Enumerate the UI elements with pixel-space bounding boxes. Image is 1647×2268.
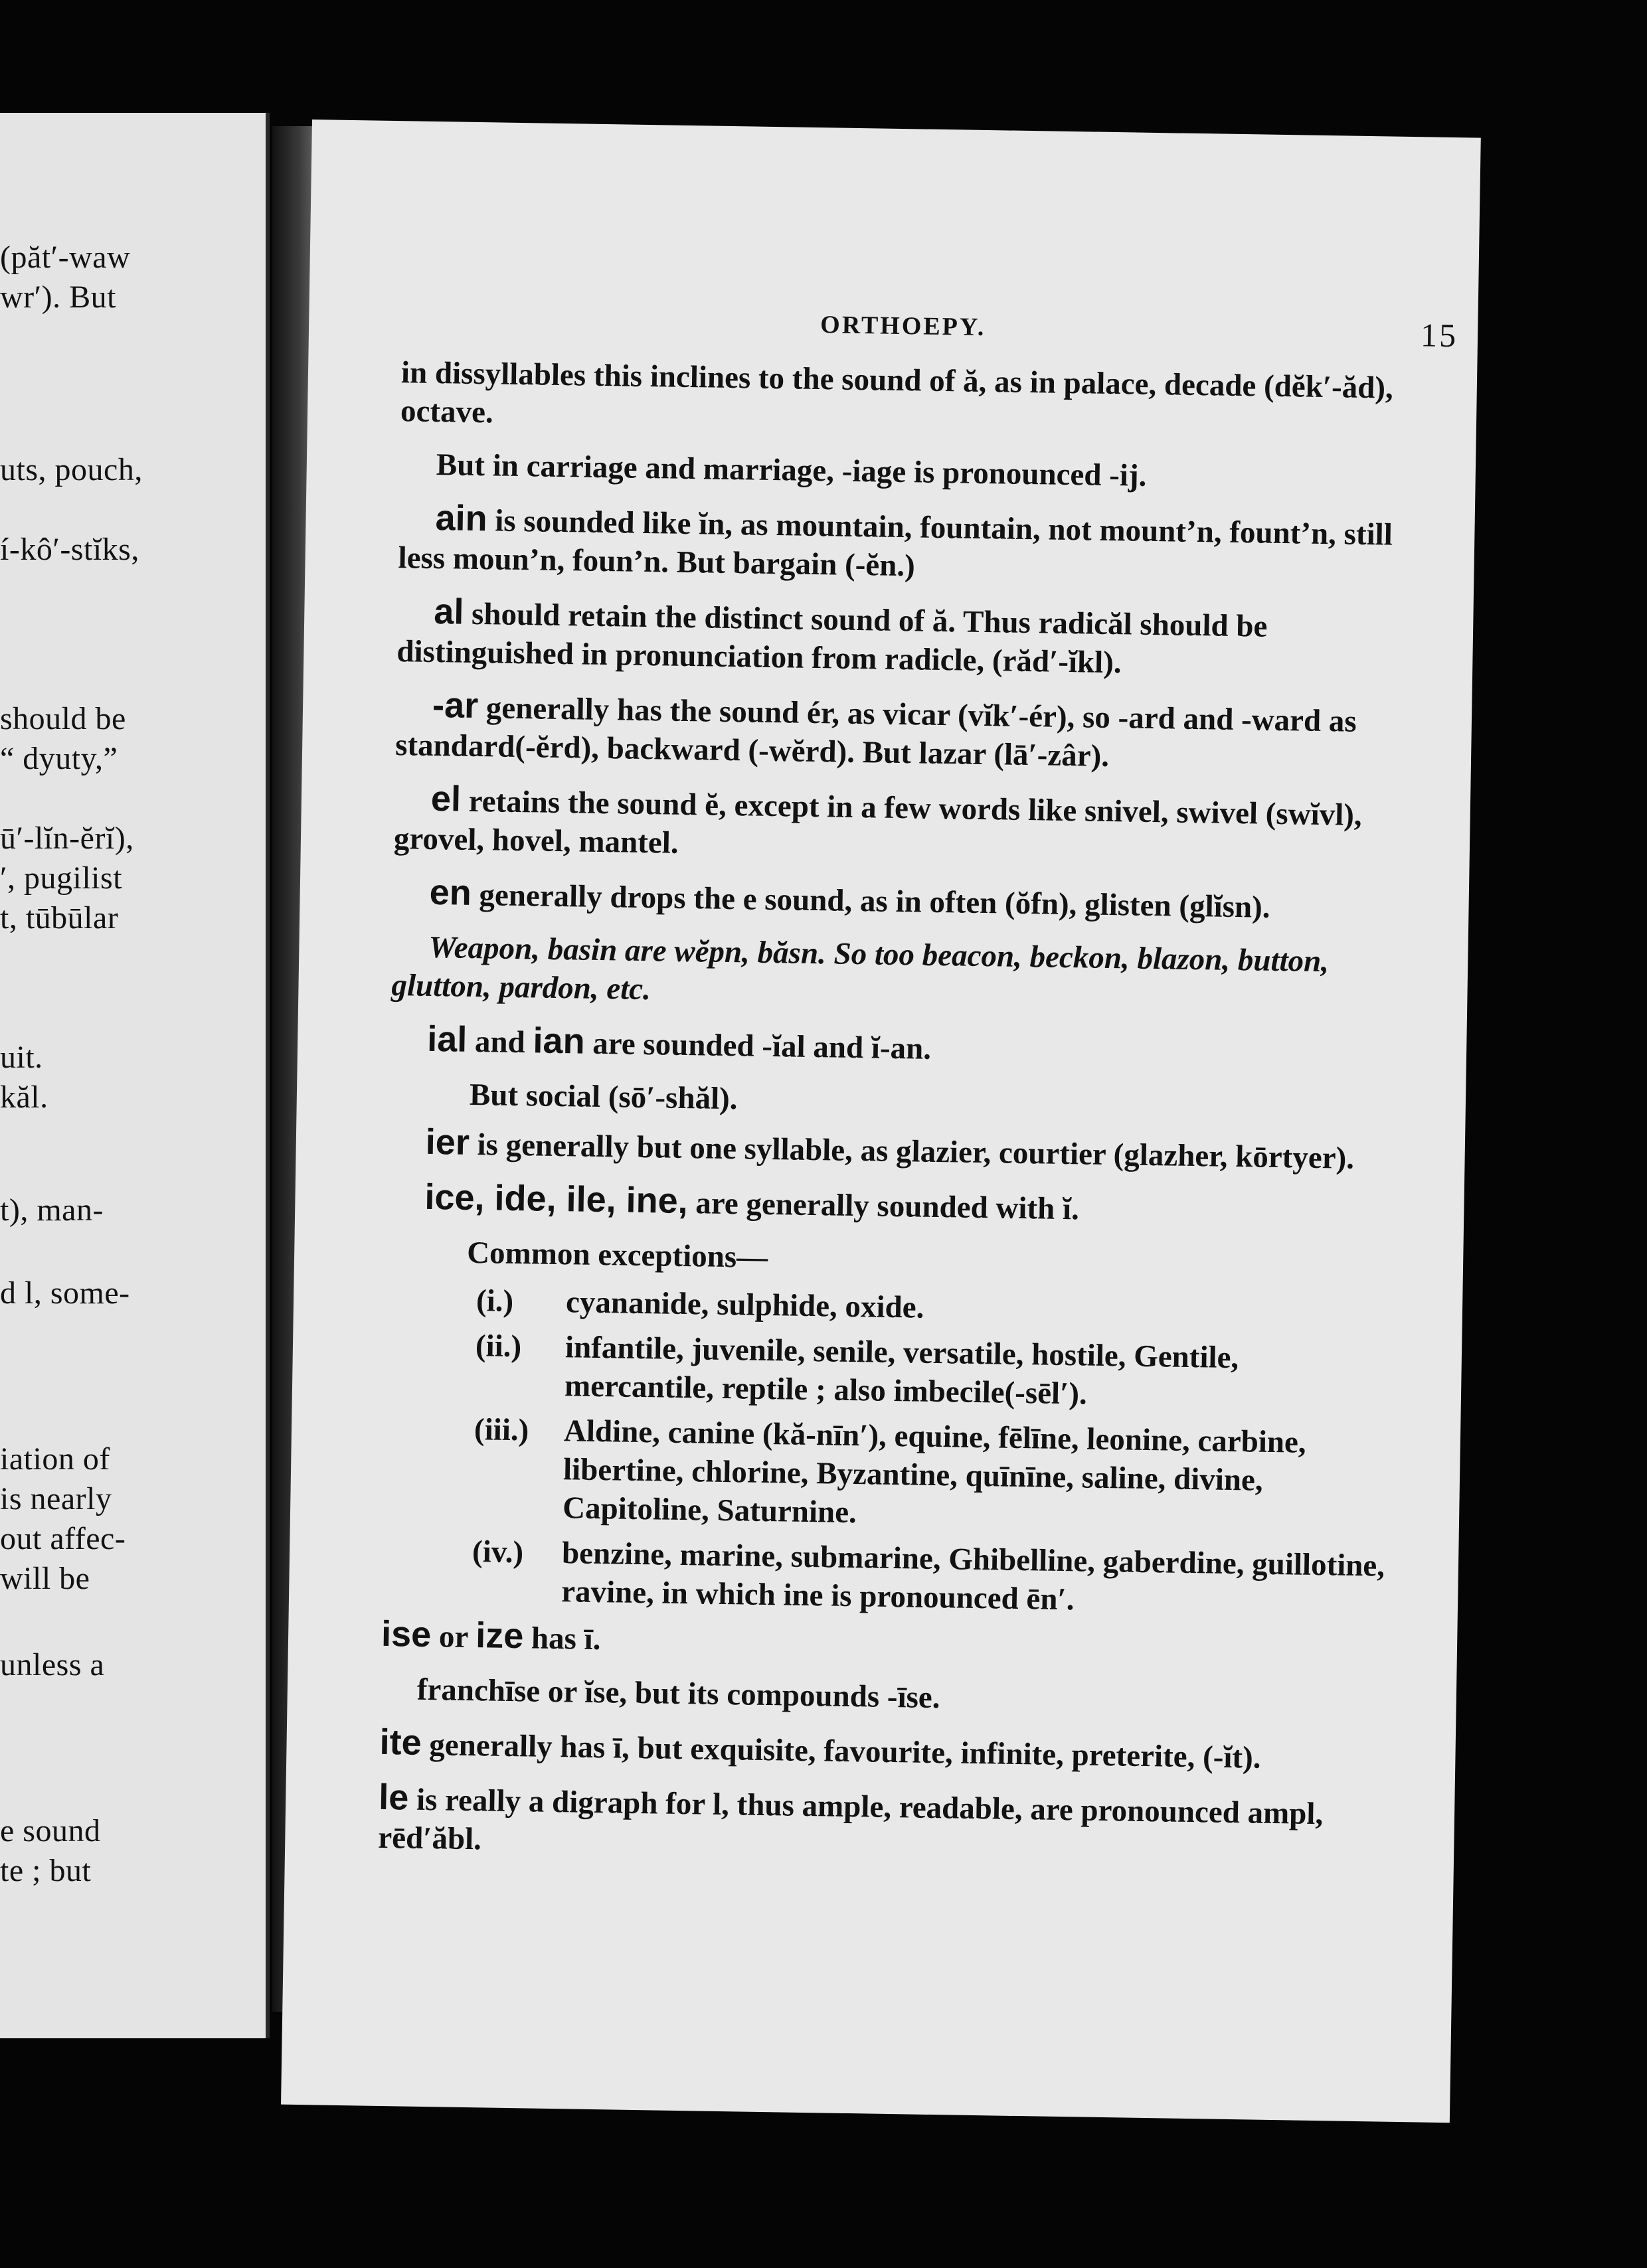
- previous-page-line: wr′). But: [0, 280, 116, 315]
- item-number: (i.): [476, 1283, 514, 1319]
- running-title: ORTHOEPY.: [820, 311, 986, 341]
- previous-page-line: e sound: [0, 1813, 101, 1848]
- item-number: (ii.): [475, 1329, 522, 1364]
- keyword: ice, ide, ile, ine,: [424, 1176, 689, 1222]
- previous-page-line: (păt′-waw: [0, 240, 131, 275]
- exception-item: (iv.) benzine, marine, submarine, Ghibelline, gaberdine, guillotine, ravine, in which ine is pronounced ēn′.: [382, 1531, 1393, 1624]
- paragraph: Weapon, basin are wĕpn, băsn. So too beacon, beckon, blazon, button, glutton, pardon, etc.: [391, 930, 1330, 1007]
- paragraph: ite generally has ī, but exquisite, favourite, infinite, preterite, (-ĭt).: [379, 1722, 1261, 1775]
- previous-page-line: uts, pouch,: [0, 452, 143, 487]
- previous-page-line: “ dyuty,”: [0, 741, 118, 776]
- keyword: ian: [533, 1020, 586, 1062]
- paragraph: ice, ide, ile, ine, are generally sounded with ĭ.: [424, 1176, 1080, 1227]
- keyword: en: [429, 872, 472, 913]
- previous-page-line: should be: [0, 701, 126, 736]
- paragraph: en generally drops the e sound, as in often (ŏfn), glisten (glĭsn).: [429, 872, 1270, 925]
- item-number: (iii.): [474, 1412, 529, 1448]
- paragraph: franchīse or ĭse, but its compounds -īse.: [416, 1672, 940, 1716]
- item-number: (iv.): [472, 1534, 524, 1570]
- keyword: ite: [379, 1722, 422, 1763]
- previous-page: [0, 113, 270, 2038]
- keyword: ier: [425, 1121, 470, 1163]
- paragraph: But in carriage and marriage, -iage is pronounced -ij.: [436, 447, 1147, 493]
- exception-item: (iii.) Aldine, canine (kă-nīn′), equine, fēlīne, leonine, carbine, libertine, chlorine, Byzantine, quīnīne, saline, divine, Capitoline, Saturnine.: [383, 1409, 1395, 1540]
- keyword: ize: [475, 1615, 524, 1657]
- page-number: 15: [1420, 316, 1458, 355]
- exception-item: (ii.) infantile, juvenile, senile, versatile, hostile, Gentile, mercantile, reptile ; also imbecile(-sēl′).: [385, 1325, 1396, 1418]
- previous-page-line: d l, some-: [0, 1275, 130, 1311]
- paragraph: ise or ize has ī.: [381, 1613, 601, 1657]
- page-body: [378, 353, 1411, 1888]
- paragraph: ier is generally but one syllable, as glazier, courtier (glazher, kōrtyer).: [425, 1121, 1355, 1176]
- previous-page-line: out affec-: [0, 1521, 126, 1556]
- previous-page-line: t, tūbūlar: [0, 900, 119, 935]
- previous-page-line: is nearly: [0, 1481, 112, 1516]
- paragraph: ial and ian are sounded -ĭal and ĭ-an.: [426, 1018, 932, 1066]
- keyword: al: [433, 591, 464, 632]
- previous-page-line: ′, pugilist: [0, 860, 123, 896]
- keyword: ain: [435, 497, 488, 539]
- previous-page-line: kăl.: [0, 1080, 48, 1115]
- keyword: ial: [426, 1018, 468, 1060]
- paragraph: -ar generally has the sound ér, as vicar (vĭk′-ér), so -ard and -ward as standard(-ĕrd), backward (-wĕrd). But lazar (lā′-zâr).: [394, 685, 1357, 773]
- keyword: ise: [381, 1613, 432, 1655]
- previous-page-line: ū′-lĭn-ĕrĭ),: [0, 821, 134, 856]
- paragraph: al should retain the distinct sound of ă. Thus radicăl should be distinguished in pronunciation from radicle, (răd′-ĭkl).: [396, 591, 1268, 681]
- running-header: [820, 310, 1458, 360]
- previous-page-line: t), man-: [0, 1192, 104, 1228]
- paragraph: el retains the sound ĕ, except in a few words like snivel, swivel (swĭvl), grovel, hovel, mantel.: [393, 778, 1363, 860]
- exception-item: (i.) cyananide, sulphide, oxide.: [387, 1280, 1397, 1335]
- previous-page-line: te ; but: [0, 1853, 92, 1888]
- paragraph: in dissyllables this inclines to the sound of ă, as in palace, decade (dĕk′-ăd), octave.: [400, 355, 1394, 430]
- paragraph: ain is sounded like ĭn, as mountain, fountain, not mount’n, fount’n, still less moun’n, foun’n. But bargain (-ĕn.): [398, 497, 1393, 584]
- paragraph: Common exceptions—: [466, 1235, 768, 1275]
- previous-page-line: iation of: [0, 1441, 110, 1477]
- previous-page-line: unless a: [0, 1647, 105, 1682]
- previous-page-line: uit.: [0, 1040, 43, 1075]
- paragraph: le is really a digraph for l, thus ample, readable, are pronounced ampl, rēd′ăbl.: [377, 1777, 1324, 1857]
- book-page: [281, 120, 1481, 2123]
- previous-page-line: will be: [0, 1561, 90, 1596]
- paragraph: But social (sō′-shăl).: [469, 1077, 738, 1117]
- previous-page-line: í-kô′-stĭks,: [0, 532, 139, 567]
- keyword: le: [378, 1777, 409, 1818]
- keyword: el: [430, 778, 462, 819]
- keyword: -ar: [432, 685, 479, 726]
